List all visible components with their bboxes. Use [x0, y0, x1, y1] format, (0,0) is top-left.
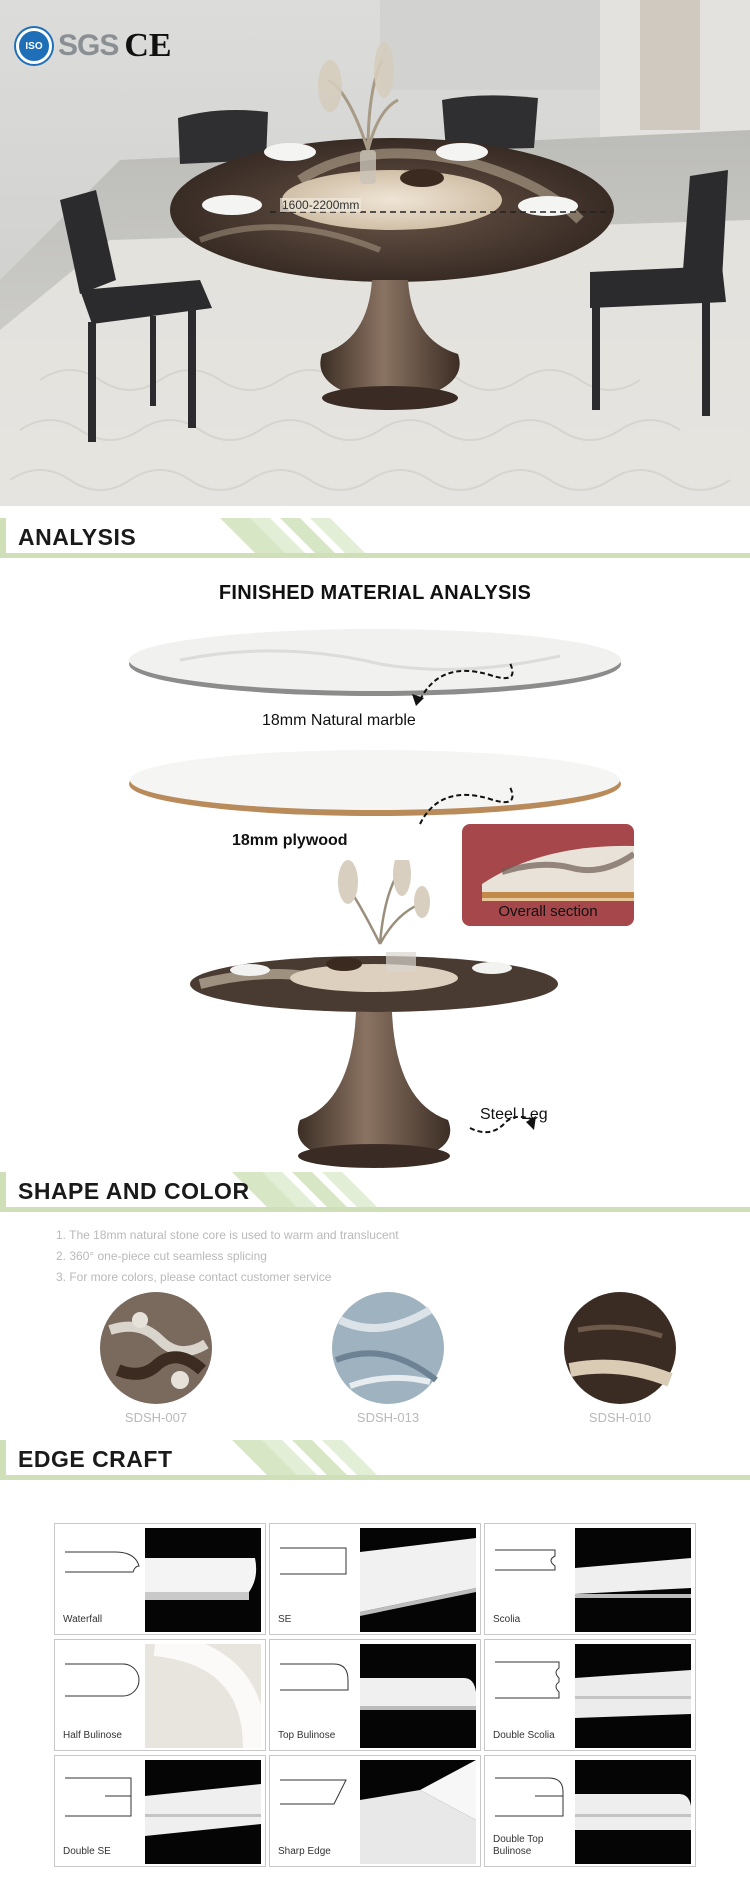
edge-profile-icon [280, 1776, 360, 1820]
swatch-sdsh-010[interactable] [564, 1292, 676, 1404]
edge-craft-grid [54, 1523, 696, 1867]
overall-section-label: Overall section [498, 903, 598, 920]
edge-option-double-scolia[interactable] [484, 1639, 696, 1751]
swatch-code: SDSH-010 [588, 1410, 652, 1425]
swatch-code: SDSH-007 [124, 1410, 188, 1425]
iso-logo: ISO [16, 28, 52, 64]
edge-option-waterfall[interactable] [54, 1523, 266, 1635]
edge-option-scolia[interactable] [484, 1523, 696, 1635]
edge-name: Sharp Edge [278, 1846, 331, 1857]
edge-option-sharp-edge[interactable] [269, 1755, 481, 1867]
analysis-heading: FINISHED MATERIAL ANALYSIS [218, 582, 532, 604]
edge-profile-icon [495, 1544, 575, 1588]
steel-leg-label: Steel Leg [480, 1106, 548, 1123]
hero-image [0, 0, 750, 506]
edge-sample-photo [575, 1644, 691, 1748]
section-title: EDGE CRAFT [18, 1446, 173, 1472]
section-title: ANALYSIS [18, 524, 137, 550]
edge-name: SE [278, 1614, 292, 1625]
shape-color-notes [56, 1225, 399, 1288]
swatch-sdsh-007[interactable] [100, 1292, 212, 1404]
edge-profile-icon [65, 1660, 145, 1704]
section-header-analysis [0, 518, 750, 558]
edge-sample-photo [360, 1760, 476, 1864]
edge-profile-icon [280, 1660, 360, 1704]
edge-option-half-bulinose[interactable] [54, 1639, 266, 1751]
edge-sample-photo [145, 1528, 261, 1632]
plywood-label: 18mm plywood [232, 832, 348, 849]
edge-sample-photo [360, 1644, 476, 1748]
edge-profile-icon [65, 1776, 145, 1820]
edge-sample-photo [360, 1528, 476, 1632]
ce-logo: CE [124, 27, 172, 64]
edge-profile-icon [65, 1544, 145, 1588]
section-header-edge-craft [0, 1440, 750, 1480]
note-item: 3. For more colors, please contact customer service [56, 1270, 332, 1284]
edge-sample-photo [575, 1760, 691, 1864]
marble-swatches [0, 1290, 750, 1410]
edge-name: Half Bulinose [63, 1730, 122, 1741]
section-title: SHAPE AND COLOR [18, 1178, 250, 1204]
edge-name: Double Top Bulinose [493, 1834, 544, 1857]
edge-option-double-top-bulinose[interactable] [484, 1755, 696, 1867]
edge-profile-icon [495, 1776, 575, 1820]
edge-profile-icon [495, 1660, 575, 1704]
edge-option-double-se[interactable] [54, 1755, 266, 1867]
edge-option-top-bulinose[interactable] [269, 1639, 481, 1751]
edge-name: Double Scolia [493, 1730, 555, 1741]
swatch-sdsh-013[interactable] [332, 1292, 444, 1404]
section-header-shape-color [0, 1172, 750, 1212]
certification-logos [16, 26, 172, 66]
swatch-code: SDSH-013 [356, 1410, 420, 1425]
note-item: 2. 360° one-piece cut seamless splicing [56, 1249, 267, 1263]
edge-sample-photo [145, 1760, 261, 1864]
edge-name: Scolia [493, 1614, 521, 1625]
dining-room-illustration [0, 0, 750, 506]
note-item: 1. The 18mm natural stone core is used to warm and translucent [56, 1228, 399, 1242]
edge-name: Waterfall [63, 1614, 103, 1625]
edge-profile-icon [280, 1544, 360, 1588]
edge-sample-photo [575, 1528, 691, 1632]
edge-sample-photo [145, 1644, 261, 1748]
dimension-label: 1600-2200mm [282, 198, 360, 212]
sgs-logo: SGS [58, 29, 119, 62]
edge-name: Top Bulinose [278, 1730, 336, 1741]
edge-option-se[interactable] [269, 1523, 481, 1635]
marble-label: 18mm Natural marble [262, 712, 416, 729]
edge-name: Double SE [63, 1846, 111, 1857]
